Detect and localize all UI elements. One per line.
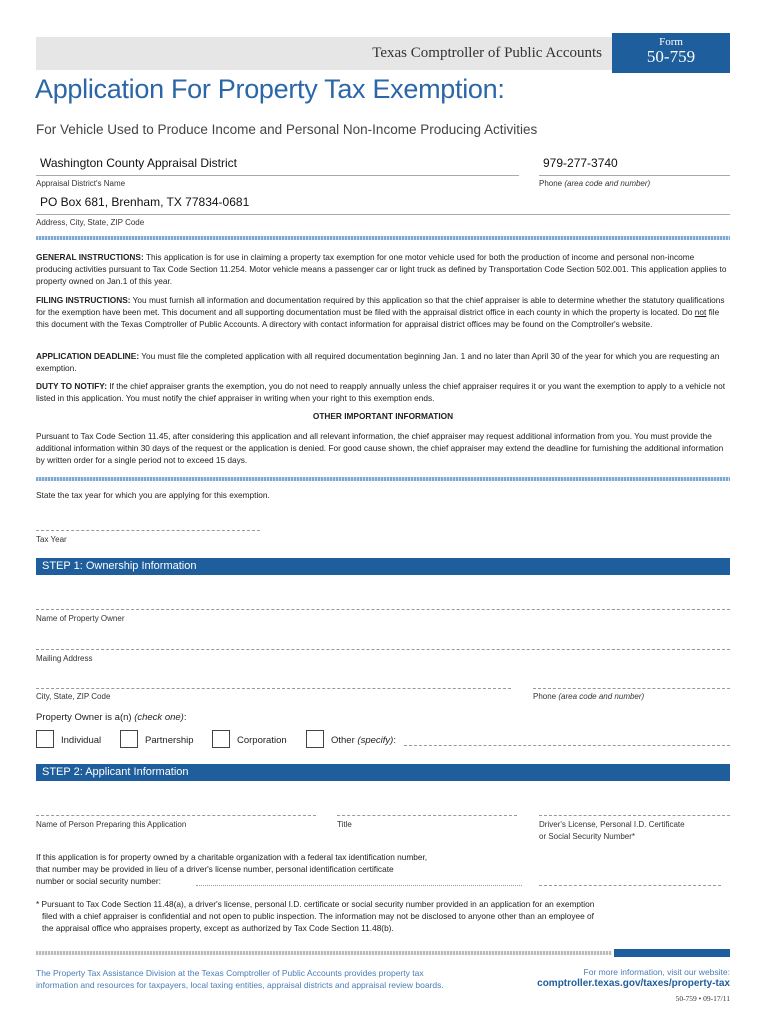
step1-header: STEP 1: Ownership Information [36,558,730,575]
step2-header: STEP 2: Applicant Information [36,764,730,781]
preparer-name-caption: Name of Person Preparing this Application [36,820,187,829]
footer-accent-block [614,949,730,957]
charitable-line2: that number may be provided in lieu of a driver's license number, personal identification certificate [36,864,394,874]
footer-info-label: For more information, visit our website: [583,967,730,977]
other-checkbox[interactable] [306,730,324,748]
application-deadline: APPLICATION DEADLINE: You must file the completed application with all required documentation beginning Jan. 1 and no later than April 30 of the year for which you are requesting an exemption. [36,351,720,374]
district-address-caption: Address, City, State, ZIP Code [36,218,145,227]
preparer-title-caption: Title [337,820,352,829]
other-label: Other (specify): [331,735,396,746]
partnership-label: Partnership [145,735,194,746]
general-instructions: GENERAL INSTRUCTIONS: This application is for use in claiming a property tax exemption for one motor vehicle used for both the production of income and personal non-income producing activities pursuant to Tax Code Section 11.254. Motor vehicle means a passenger car or light truck as defined by Transportation Code Section 502.001. This application applies to property owned on Jan.1 of this year. [36,252,727,287]
owner-phone-field[interactable] [533,688,730,689]
district-address-field[interactable]: PO Box 681, Brenham, TX 77834-0681 [40,195,250,209]
owner-type-label: Property Owner is a(n) (check one): [36,712,187,723]
mailing-address-caption: Mailing Address [36,654,93,663]
tax-year-prompt: State the tax year for which you are applying for this exemption. [36,490,270,500]
duty-to-notify: DUTY TO NOTIFY: If the chief appraiser grants the exemption, you do not need to reapply annually unless the chief appraiser requires it or you want the exemption to apply to a vehicle not listed in this application. You must notify the chief appraiser in writing when your right to this exemption ends. [36,381,726,404]
partnership-checkbox[interactable] [120,730,138,748]
license-caption-line2: or Social Security Number* [539,832,636,841]
page-subtitle: For Vehicle Used to Produce Income and Personal Non-Income Producing Activities [36,122,538,137]
individual-label: Individual [61,735,102,746]
charitable-leader-dots [196,885,522,886]
footnote-line3: the appraisal office who appraises property, except as authorized by Tax Code Section 11.48(b). [42,923,394,933]
footer-description: The Property Tax Assistance Division at the Texas Comptroller of Public Accounts provides property tax information and resources for taxpayers, local taxing entities, appraisal districts and appraisal review boards. [36,968,444,990]
district-phone-field[interactable]: 979-277-3740 [543,156,618,170]
district-name-field[interactable]: Washington County Appraisal District [40,156,237,170]
mailing-address-field[interactable] [36,649,730,650]
section-divider [36,477,730,481]
charitable-line3: number or social security number: [36,876,161,886]
form-label: Form [659,36,683,48]
owner-name-caption: Name of Property Owner [36,614,125,623]
district-phone-caption: Phone (area code and number) [539,179,651,188]
charitable-line1: If this application is for property owned by a charitable organization with a federal tax identification number, [36,852,428,862]
city-state-zip-caption: City, State, ZIP Code [36,692,111,701]
district-phone-line [539,175,730,176]
license-caption-line1: Driver's License, Personal I.D. Certificate [539,820,685,829]
footer-website-link[interactable]: comptroller.texas.gov/taxes/property-tax [537,978,730,989]
owner-name-field[interactable] [36,609,730,610]
individual-checkbox[interactable] [36,730,54,748]
agency-header-bar [36,37,612,70]
section-divider [36,236,730,240]
district-name-line [36,175,519,176]
other-info-heading: OTHER IMPORTANT INFORMATION [312,411,454,421]
form-number: 50-759 [646,47,696,66]
form-number-badge [612,33,730,73]
owner-phone-caption: Phone (area code and number) [533,692,645,701]
district-address-line [36,214,730,215]
other-info-text: Pursuant to Tax Code Section 11.45, after considering this application and all relevant information, the chief appraiser may request additional information from you. You must provide the additional information within 30 days of the request or the application is denied. For good cause shown, the chief appraiser may extend the deadline for furnishing the additional information by written order for a single period not to exceed 15 days. [36,431,724,466]
filing-instructions: FILING INSTRUCTIONS: You must furnish all information and documentation required by this application so that the chief appraiser is able to determine whether the statutory qualifications for the exemption have been met. This document and all supporting documentation must be filed with the appraisal district office in each county in which the property is located. Do not file this document with the Texas Comptroller of Public Accounts. A directory with contact information for appraisal district offices may be found on the Comptroller's website. [36,295,725,330]
corporation-checkbox[interactable] [212,730,230,748]
footnote-line1: * Pursuant to Tax Code Section 11.48(a), a driver's license, personal I.D. certificate or social security number provided in an application for an exemption [36,899,595,909]
federal-tax-id-field[interactable] [539,885,721,886]
city-state-zip-field[interactable] [36,688,511,689]
footer-form-revision: 50-759 • 09-17/11 [675,994,730,1003]
tax-year-caption: Tax Year [36,535,67,544]
preparer-title-field[interactable] [337,815,517,816]
corporation-label: Corporation [237,735,287,746]
footnote-line2: filed with a chief appraiser is confidential and not open to public inspection. The information may not be disclosed to anyone other than an employee of [42,911,594,921]
district-name-caption: Appraisal District's Name [36,179,126,188]
other-specify-field[interactable] [404,745,730,746]
agency-name: Texas Comptroller of Public Accounts [372,45,602,61]
license-number-field[interactable] [539,815,730,816]
page-title: Application For Property Tax Exemption: [35,74,505,104]
footer-rule [36,951,612,955]
preparer-name-field[interactable] [36,815,316,816]
tax-year-field[interactable] [36,530,260,531]
